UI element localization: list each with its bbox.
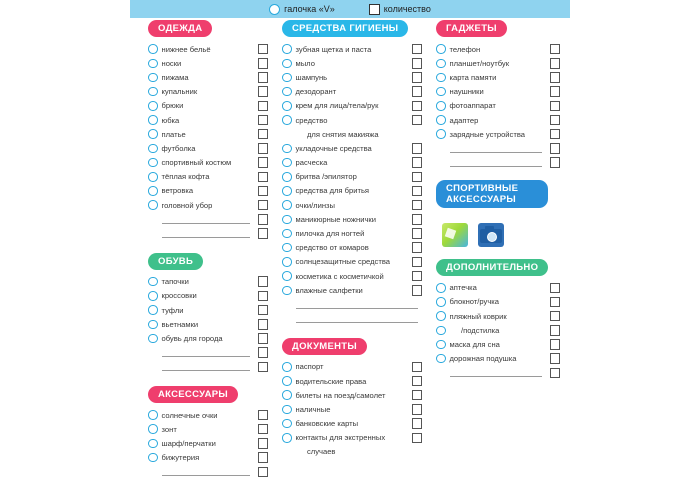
legend-count-label: количество [383, 4, 431, 14]
list-item[interactable] [436, 309, 560, 323]
check-circle-icon[interactable] [282, 44, 292, 54]
list-item-label: кроссовки [161, 291, 197, 301]
quantity-box[interactable] [550, 58, 561, 69]
legend-check-label: галочка «V» [284, 4, 335, 14]
check-circle-icon[interactable] [148, 424, 158, 434]
list-item-label: солнечные очки [161, 410, 218, 420]
checklist-section [282, 18, 422, 326]
list-item[interactable] [148, 42, 268, 56]
list-item-label: планшет/ноутбук [449, 58, 510, 68]
check-circle-icon[interactable] [282, 271, 292, 281]
check-circle-icon[interactable] [148, 291, 158, 301]
list-item-label: вьетнамки [161, 319, 199, 329]
check-circle-icon[interactable] [148, 158, 158, 168]
check-circle-icon[interactable] [282, 229, 292, 239]
quantity-box[interactable] [412, 214, 423, 225]
check-circle-icon[interactable] [436, 311, 446, 321]
list-item-label: укладочные средства [295, 143, 372, 153]
quantity-box[interactable] [412, 390, 423, 401]
list-item-label: нижнее бельё [161, 44, 211, 54]
column-middle [282, 18, 422, 469]
check-circle-icon[interactable] [148, 172, 158, 182]
write-in-line[interactable] [450, 158, 542, 167]
write-in-line[interactable] [450, 144, 542, 153]
list-item-label: бижутерия [161, 453, 200, 463]
list-item-label: крем для лица/тела/рук [295, 101, 379, 111]
check-circle-icon[interactable] [282, 144, 292, 154]
checklist-section [436, 18, 560, 170]
list-item-label: маникюрные ножнички [295, 214, 376, 224]
quantity-box[interactable] [412, 72, 423, 83]
write-in-line[interactable] [162, 215, 250, 224]
list-item[interactable] [282, 402, 422, 416]
list-item[interactable] [436, 141, 560, 155]
check-circle-icon[interactable] [148, 200, 158, 210]
check-circle-icon[interactable] [282, 257, 292, 267]
list-item[interactable] [436, 281, 560, 295]
list-item[interactable] [148, 465, 268, 479]
quantity-box[interactable] [412, 58, 423, 69]
check-circle-icon[interactable] [436, 101, 446, 111]
quantity-box[interactable] [550, 311, 561, 322]
quantity-box[interactable] [412, 362, 423, 373]
list-item-label: средство [295, 115, 328, 125]
check-circle-icon[interactable] [282, 243, 292, 253]
quantity-box[interactable] [258, 347, 269, 358]
list-item[interactable] [148, 85, 268, 99]
list-item[interactable] [436, 127, 560, 141]
quantity-box[interactable] [258, 58, 269, 69]
check-circle-icon[interactable] [148, 410, 158, 420]
quantity-box[interactable] [550, 72, 561, 83]
list-item[interactable] [148, 408, 268, 422]
list-item[interactable] [148, 346, 268, 360]
check-circle-icon[interactable] [436, 44, 446, 54]
list-item[interactable] [436, 337, 560, 351]
quantity-box[interactable] [258, 228, 269, 239]
list-item-label: юбка [161, 115, 180, 125]
list-item-label: фотоаппарат [449, 101, 496, 111]
quantity-box[interactable] [258, 305, 269, 316]
list-item-label: влажные салфетки [295, 285, 363, 295]
list-item[interactable] [148, 198, 268, 212]
list-item[interactable] [282, 141, 422, 155]
list-item[interactable] [148, 275, 268, 289]
checklist-section [436, 257, 560, 380]
list-item[interactable] [148, 303, 268, 317]
list-item-label: зубная щетка и паста [295, 44, 372, 54]
check-circle-icon[interactable] [282, 419, 292, 429]
check-circle-icon[interactable] [436, 283, 446, 293]
section-header: ДОКУМЕНТЫ [282, 338, 367, 355]
check-circle-icon[interactable] [148, 439, 158, 449]
square-icon [369, 4, 380, 15]
check-circle-icon[interactable] [436, 297, 446, 307]
quantity-box[interactable] [412, 172, 423, 183]
check-circle-icon[interactable] [282, 101, 292, 111]
column-right [436, 18, 560, 390]
quantity-box[interactable] [258, 129, 269, 140]
checklist-section [282, 336, 422, 459]
list-item-label: тапочки [161, 277, 189, 287]
check-circle-icon[interactable] [148, 320, 158, 330]
list-item-label: дезодорант [295, 87, 337, 97]
quantity-box[interactable] [412, 376, 423, 387]
list-item[interactable] [148, 212, 268, 226]
list-item[interactable] [436, 85, 560, 99]
section-header: ГАДЖЕТЫ [436, 20, 507, 37]
quantity-box[interactable] [412, 86, 423, 97]
list-item-label: контакты для экстренных [295, 433, 386, 443]
list-item[interactable] [282, 212, 422, 226]
list-item[interactable] [148, 360, 268, 374]
quantity-box[interactable] [258, 44, 269, 55]
list-item-label: наушники [449, 87, 484, 97]
list-item-label: платье [161, 129, 186, 139]
quantity-box[interactable] [412, 186, 423, 197]
list-item[interactable] [436, 323, 560, 337]
checklist-section [148, 18, 268, 241]
quantity-box[interactable] [258, 86, 269, 97]
check-circle-icon[interactable] [282, 286, 292, 296]
check-circle-icon[interactable] [282, 186, 292, 196]
check-circle-icon[interactable] [282, 87, 292, 97]
section-header: СРЕДСТВА ГИГИЕНЫ [282, 20, 408, 37]
quantity-box[interactable] [412, 200, 423, 211]
list-item[interactable] [282, 156, 422, 170]
legend-count [369, 4, 431, 15]
list-item-label: дорожная подушка [449, 354, 517, 364]
list-item[interactable] [436, 99, 560, 113]
quantity-box[interactable] [412, 418, 423, 429]
media-icons [442, 223, 560, 247]
quantity-box[interactable] [258, 424, 269, 435]
list-item[interactable] [282, 42, 422, 56]
list-item[interactable] [282, 198, 422, 212]
check-circle-icon[interactable] [148, 305, 158, 315]
list-item-label: спортивный костюм [161, 158, 232, 168]
list-item[interactable] [282, 297, 422, 311]
quantity-box[interactable] [258, 362, 269, 373]
quantity-box[interactable] [550, 339, 561, 350]
list-item[interactable] [282, 445, 422, 459]
check-circle-icon[interactable] [436, 340, 446, 350]
quantity-box[interactable] [258, 319, 269, 330]
check-circle-icon[interactable] [282, 172, 292, 182]
check-circle-icon[interactable] [282, 376, 292, 386]
check-circle-icon[interactable] [436, 87, 446, 97]
list-item[interactable] [282, 127, 422, 141]
quantity-box[interactable] [258, 438, 269, 449]
quantity-box[interactable] [550, 283, 561, 294]
list-item[interactable] [148, 127, 268, 141]
list-item[interactable] [148, 141, 268, 155]
list-item[interactable] [148, 113, 268, 127]
section-header: АКСЕССУАРЫ [148, 386, 238, 403]
check-circle-icon[interactable] [436, 354, 446, 364]
list-item[interactable] [436, 42, 560, 56]
list-item-label: карта памяти [449, 72, 497, 82]
list-item[interactable] [148, 99, 268, 113]
quantity-box[interactable] [258, 291, 269, 302]
write-in-line[interactable] [162, 362, 250, 371]
legend [130, 0, 570, 18]
list-item[interactable] [282, 283, 422, 297]
list-item[interactable] [148, 170, 268, 184]
list-item[interactable] [282, 226, 422, 240]
quantity-box[interactable] [258, 115, 269, 126]
section-header: ОБУВЬ [148, 253, 203, 270]
quantity-box[interactable] [412, 157, 423, 168]
quantity-box[interactable] [550, 368, 561, 379]
check-circle-icon[interactable] [148, 277, 158, 287]
list-item[interactable] [282, 417, 422, 431]
list-item-label: пляжный коврик [449, 311, 507, 321]
list-item[interactable] [282, 269, 422, 283]
list-item[interactable] [148, 451, 268, 465]
list-item-label: брюки [161, 101, 184, 111]
list-item[interactable] [148, 289, 268, 303]
list-item-label: тёплая кофта [161, 172, 210, 182]
list-item-label: зонт [161, 424, 177, 434]
list-item-label: мыло [295, 58, 315, 68]
check-circle-icon[interactable] [436, 115, 446, 125]
list-item-label: туфли [161, 305, 184, 315]
section-header: ДОПОЛНИТЕЛЬНО [436, 259, 548, 276]
list-item-label: /подстилка [461, 325, 500, 335]
list-item-label: водительские права [295, 376, 367, 386]
list-item-label: зарядные устройства [449, 129, 525, 139]
quantity-box[interactable] [550, 129, 561, 140]
write-in-line[interactable] [162, 229, 250, 238]
list-item[interactable] [436, 295, 560, 309]
check-circle-icon[interactable] [282, 433, 292, 443]
quantity-box[interactable] [412, 228, 423, 239]
section-header: СПОРТИВНЫЕ АКСЕССУАРЫ [436, 180, 548, 208]
quantity-box[interactable] [412, 404, 423, 415]
list-item-label: обувь для города [161, 333, 223, 343]
list-item-label: футболка [161, 143, 196, 153]
list-item-label: солнцезащитные средства [295, 257, 390, 267]
quantity-box[interactable] [412, 115, 423, 126]
list-item[interactable] [436, 56, 560, 70]
check-circle-icon[interactable] [282, 215, 292, 225]
list-item[interactable] [148, 156, 268, 170]
quantity-box[interactable] [258, 200, 269, 211]
list-item[interactable] [148, 70, 268, 84]
quantity-box[interactable] [258, 410, 269, 421]
list-item[interactable] [282, 70, 422, 84]
check-circle-icon[interactable] [148, 59, 158, 69]
quantity-box[interactable] [258, 72, 269, 83]
checklist-section [148, 384, 268, 479]
legend-check [269, 4, 335, 15]
check-circle-icon[interactable] [282, 405, 292, 415]
checklist-section [148, 251, 268, 374]
list-item-label: аптечка [449, 283, 477, 293]
list-item-label: шампунь [295, 72, 328, 82]
circle-icon [269, 4, 280, 15]
list-item-label: телефон [449, 44, 481, 54]
check-circle-icon[interactable] [282, 115, 292, 125]
quantity-box[interactable] [258, 143, 269, 154]
quantity-box[interactable] [550, 101, 561, 112]
check-circle-icon[interactable] [148, 115, 158, 125]
list-item[interactable] [282, 99, 422, 113]
quantity-box[interactable] [550, 353, 561, 364]
quantity-box[interactable] [258, 157, 269, 168]
section-header: ОДЕЖДА [148, 20, 212, 37]
list-item-label: головной убор [161, 200, 213, 210]
list-item[interactable] [282, 241, 422, 255]
list-item-label: пижама [161, 72, 189, 82]
check-circle-icon[interactable] [148, 44, 158, 54]
quantity-box[interactable] [550, 143, 561, 154]
checklist-sheet [130, 0, 570, 463]
column-left [148, 18, 268, 489]
list-item-label: ветровка [161, 186, 194, 196]
quantity-box[interactable] [258, 452, 269, 463]
list-item-label: для снятия макияжа [307, 129, 379, 139]
check-circle-icon[interactable] [282, 362, 292, 372]
list-item[interactable] [436, 156, 560, 170]
list-item[interactable] [436, 366, 560, 380]
quantity-box[interactable] [550, 157, 561, 168]
check-circle-icon[interactable] [148, 186, 158, 196]
quantity-box[interactable] [258, 214, 269, 225]
list-item[interactable] [282, 312, 422, 326]
quantity-box[interactable] [412, 257, 423, 268]
check-circle-icon[interactable] [436, 326, 446, 336]
check-circle-icon[interactable] [148, 73, 158, 83]
check-circle-icon[interactable] [148, 87, 158, 97]
quantity-box[interactable] [258, 101, 269, 112]
list-item[interactable] [282, 388, 422, 402]
quantity-box[interactable] [550, 44, 561, 55]
list-item[interactable] [148, 436, 268, 450]
quantity-box[interactable] [412, 101, 423, 112]
quantity-box[interactable] [412, 285, 423, 296]
list-item-label: маска для сна [449, 340, 500, 350]
photo-gallery-icon [442, 223, 468, 247]
list-item-label: банковские карты [295, 419, 359, 429]
list-item[interactable] [282, 255, 422, 269]
list-item-label: средство от комаров [295, 243, 369, 253]
check-circle-icon[interactable] [282, 158, 292, 168]
list-item-label: средства для бритья [295, 186, 370, 196]
list-item[interactable] [282, 431, 422, 445]
list-item-label: паспорт [295, 362, 324, 372]
check-circle-icon[interactable] [282, 390, 292, 400]
list-item-label: очки/линзы [295, 200, 335, 210]
list-item[interactable] [282, 374, 422, 388]
check-circle-icon[interactable] [148, 129, 158, 139]
list-item[interactable] [282, 170, 422, 184]
list-item-label: случаев [307, 447, 336, 457]
check-circle-icon[interactable] [148, 144, 158, 154]
quantity-box[interactable] [550, 297, 561, 308]
check-circle-icon[interactable] [148, 101, 158, 111]
list-item-label: купальник [161, 87, 198, 97]
list-item[interactable] [282, 85, 422, 99]
list-item[interactable] [148, 331, 268, 345]
check-circle-icon[interactable] [148, 453, 158, 463]
quantity-box[interactable] [412, 271, 423, 282]
check-circle-icon[interactable] [282, 73, 292, 83]
check-circle-icon[interactable] [436, 73, 446, 83]
write-in-line[interactable] [296, 300, 419, 309]
write-in-line[interactable] [450, 368, 542, 377]
quantity-box[interactable] [258, 333, 269, 344]
camera-icon [478, 223, 504, 247]
quantity-box[interactable] [258, 172, 269, 183]
list-item[interactable] [148, 184, 268, 198]
list-item-label: адаптер [449, 115, 479, 125]
check-circle-icon[interactable] [282, 200, 292, 210]
quantity-box[interactable] [412, 143, 423, 154]
write-in-line[interactable] [162, 467, 250, 476]
quantity-box[interactable] [412, 242, 423, 253]
list-item-label: блокнот/ручка [449, 297, 500, 307]
list-item[interactable] [282, 360, 422, 374]
list-item[interactable] [282, 113, 422, 127]
list-item[interactable] [436, 113, 560, 127]
quantity-box[interactable] [550, 115, 561, 126]
check-circle-icon[interactable] [436, 59, 446, 69]
list-item-label: шарф/перчатки [161, 438, 216, 448]
list-item[interactable] [282, 184, 422, 198]
list-item-label: билеты на поезд/самолет [295, 390, 386, 400]
list-item-label: носки [161, 58, 182, 68]
list-item-label: косметика с косметичкой [295, 271, 384, 281]
checklist-columns [130, 18, 570, 463]
check-circle-icon[interactable] [436, 129, 446, 139]
quantity-box[interactable] [258, 186, 269, 197]
list-item[interactable] [148, 226, 268, 240]
write-in-line[interactable] [162, 348, 250, 357]
write-in-line[interactable] [296, 314, 419, 323]
list-item[interactable] [148, 56, 268, 70]
list-item-label: расческа [295, 158, 328, 168]
quantity-box[interactable] [550, 86, 561, 97]
list-item[interactable] [436, 352, 560, 366]
list-item[interactable] [148, 317, 268, 331]
check-circle-icon[interactable] [282, 59, 292, 69]
list-item-label: бритва /эпилятор [295, 172, 357, 182]
quantity-box[interactable] [258, 276, 269, 287]
quantity-box[interactable] [412, 44, 423, 55]
checklist-section [436, 180, 560, 213]
list-item[interactable] [148, 422, 268, 436]
check-circle-icon[interactable] [148, 334, 158, 344]
list-item-label: наличные [295, 404, 331, 414]
quantity-box[interactable] [258, 467, 269, 478]
list-item[interactable] [436, 70, 560, 84]
list-item[interactable] [282, 56, 422, 70]
list-item-label: пилочка для ногтей [295, 229, 365, 239]
quantity-box[interactable] [550, 325, 561, 336]
quantity-box[interactable] [412, 433, 423, 444]
